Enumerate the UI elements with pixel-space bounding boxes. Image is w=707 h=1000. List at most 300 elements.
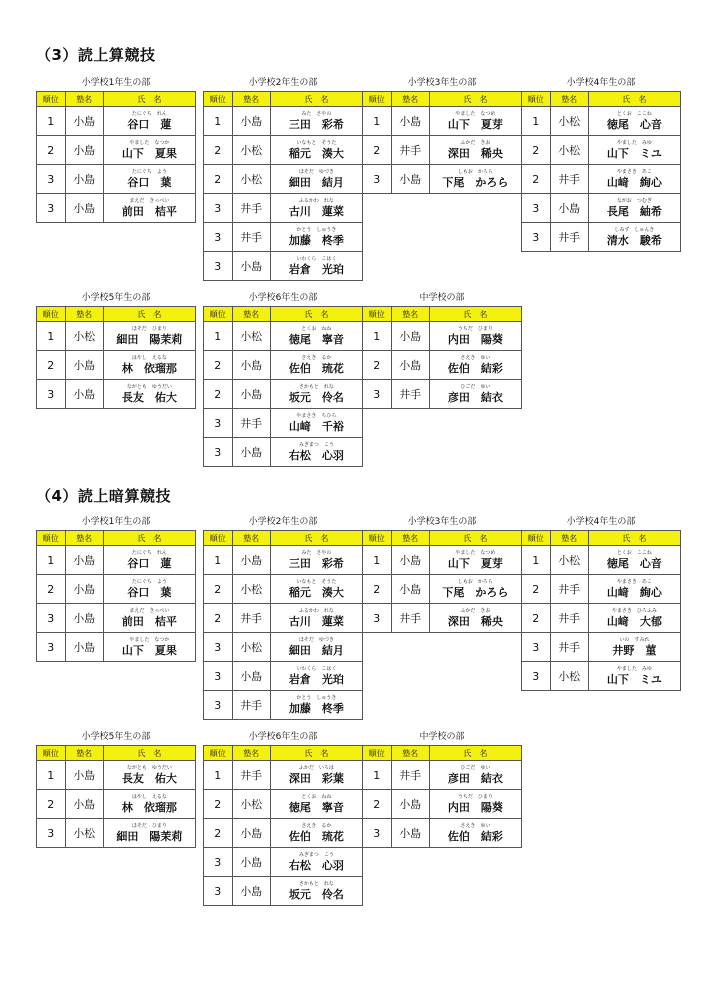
- table-row: [37, 107, 196, 136]
- student-name: 佐伯 琉花: [288, 829, 344, 843]
- furigana: さえき るか: [301, 354, 332, 361]
- table-row: [522, 107, 681, 136]
- rank-cell: 3: [363, 604, 392, 633]
- student-name: 三田 彩希: [288, 556, 344, 570]
- name-cell: [103, 165, 195, 194]
- furigana: ほそだ ゆづき: [298, 636, 334, 643]
- furigana: やました みゆ: [616, 665, 652, 672]
- name-cell: [270, 351, 362, 380]
- rank-cell: 2: [37, 790, 66, 819]
- header-rank: 順位: [363, 531, 392, 546]
- furigana: いなもと そうた: [296, 578, 337, 585]
- rank-cell: 3: [363, 165, 392, 194]
- name-cell: [588, 136, 680, 165]
- name-cell: [588, 604, 680, 633]
- table-row: [37, 633, 196, 662]
- name-cell: [588, 107, 680, 136]
- juku-cell: 小島: [65, 107, 103, 136]
- name-cell: [103, 633, 195, 662]
- juku-cell: 井手: [232, 761, 270, 790]
- student-name: 林 依瑠那: [121, 800, 177, 814]
- table-row: [37, 380, 196, 409]
- header-name: 氏 名: [103, 746, 195, 761]
- name-cell: [588, 194, 680, 223]
- juku-cell: 井手: [550, 604, 588, 633]
- student-name: 加藤 柊季: [288, 701, 344, 715]
- table-row: [522, 165, 681, 194]
- rank-cell: 2: [363, 790, 392, 819]
- result-block: [203, 77, 363, 281]
- name-cell: [429, 790, 521, 819]
- rank-cell: 1: [363, 546, 392, 575]
- header-rank: 順位: [522, 92, 551, 107]
- rank-cell: 3: [204, 848, 233, 877]
- name-cell: [270, 633, 362, 662]
- name-cell: [270, 604, 362, 633]
- student-name: 谷口 蓮: [127, 117, 172, 131]
- juku-cell: 小松: [232, 322, 270, 351]
- student-name: 山﨑 千裕: [288, 419, 344, 433]
- table-row: [204, 604, 363, 633]
- student-name: 佐伯 琉花: [288, 361, 344, 375]
- name-cell: [103, 136, 195, 165]
- category-title: 小学校2年生の部: [248, 517, 318, 527]
- header-rank: 順位: [204, 92, 233, 107]
- student-name: 山﨑 大郁: [606, 614, 662, 628]
- table-row: [204, 819, 363, 848]
- rank-cell: 3: [363, 819, 392, 848]
- rank-cell: 1: [204, 761, 233, 790]
- category-title: 小学校6年生の部: [248, 732, 318, 742]
- header-rank: 順位: [37, 307, 66, 322]
- rank-cell: 1: [37, 546, 66, 575]
- table-row: [37, 790, 196, 819]
- name-cell: [270, 322, 362, 351]
- name-cell: [588, 575, 680, 604]
- name-cell: [103, 322, 195, 351]
- rank-cell: 3: [204, 691, 233, 720]
- result-block: [36, 292, 196, 409]
- student-name: 山下 ミユ: [606, 672, 662, 686]
- furigana: ながとも ゆうだい: [126, 383, 172, 390]
- result-block: [362, 292, 522, 409]
- result-block: [521, 516, 681, 691]
- rank-cell: 2: [522, 575, 551, 604]
- student-name: 岩倉 光珀: [288, 262, 344, 276]
- furigana: ふるかわ れな: [298, 607, 334, 614]
- name-cell: [103, 546, 195, 575]
- category-title: 小学校3年生の部: [407, 78, 477, 88]
- table-row: [204, 691, 363, 720]
- table-row: [37, 546, 196, 575]
- juku-cell: 井手: [550, 165, 588, 194]
- student-name: 山下 夏果: [121, 643, 177, 657]
- rank-cell: 2: [363, 351, 392, 380]
- results-table: [36, 91, 196, 223]
- student-name: 前田 桔平: [121, 614, 177, 628]
- rank-cell: 3: [37, 604, 66, 633]
- result-block: [521, 77, 681, 252]
- juku-cell: 小島: [391, 165, 429, 194]
- student-name: 古川 蓮菜: [288, 614, 344, 628]
- rank-cell: 1: [363, 322, 392, 351]
- furigana: ほそだ ひまり: [131, 822, 167, 829]
- juku-cell: 小島: [65, 194, 103, 223]
- category-title: 中学校の部: [419, 732, 465, 742]
- furigana: ふかだ いろは: [298, 764, 334, 771]
- table-row: [37, 761, 196, 790]
- juku-cell: 井手: [550, 223, 588, 252]
- name-cell: [103, 107, 195, 136]
- name-cell: [270, 136, 362, 165]
- name-cell: [429, 107, 521, 136]
- student-name: 岩倉 光珀: [288, 672, 344, 686]
- furigana: いわくら こはく: [296, 255, 337, 262]
- student-name: 山﨑 絢心: [606, 585, 662, 599]
- rank-cell: 3: [204, 877, 233, 906]
- table-row: [204, 790, 363, 819]
- name-cell: [429, 575, 521, 604]
- header-rank: 順位: [204, 531, 233, 546]
- furigana: さかもと れな: [298, 383, 334, 390]
- rank-cell: 3: [204, 438, 233, 467]
- furigana: ふかだ きお: [460, 139, 491, 146]
- results-table: [521, 91, 681, 252]
- header-juku: 塾名: [232, 307, 270, 322]
- furigana: たにぐち れん: [131, 549, 167, 556]
- table-row: [522, 546, 681, 575]
- table-row: [204, 223, 363, 252]
- name-cell: [270, 252, 362, 281]
- furigana: みぎまつ こう: [298, 441, 334, 448]
- student-name: 山下 ミユ: [606, 146, 662, 160]
- furigana: たにぐち よう: [131, 578, 167, 585]
- student-name: 彦田 結衣: [447, 771, 503, 785]
- name-cell: [270, 575, 362, 604]
- name-cell: [103, 604, 195, 633]
- rank-cell: 3: [37, 380, 66, 409]
- furigana: やました なつか: [129, 139, 170, 146]
- juku-cell: 小島: [232, 380, 270, 409]
- table-row: [37, 604, 196, 633]
- student-name: 清水 駿希: [606, 233, 662, 247]
- furigana: とくお ねね: [301, 325, 332, 332]
- results-table: [36, 530, 196, 662]
- juku-cell: 小島: [391, 575, 429, 604]
- table-row: [37, 575, 196, 604]
- juku-cell: 小島: [391, 351, 429, 380]
- juku-cell: 小島: [391, 819, 429, 848]
- rank-cell: 3: [37, 165, 66, 194]
- juku-cell: 小島: [391, 546, 429, 575]
- rank-cell: 1: [37, 107, 66, 136]
- name-cell: [103, 819, 195, 848]
- student-name: 長尾 紬希: [606, 204, 662, 218]
- name-cell: [270, 409, 362, 438]
- furigana: みぎまつ こう: [298, 851, 334, 858]
- student-name: 細田 陽茉莉: [116, 829, 183, 843]
- juku-cell: 小島: [65, 604, 103, 633]
- furigana: ながお つむぎ: [616, 197, 652, 204]
- header-name: 氏 名: [588, 531, 680, 546]
- table-row: [522, 223, 681, 252]
- rank-cell: 2: [204, 136, 233, 165]
- student-name: 坂元 伶名: [288, 887, 344, 901]
- category-title: 小学校1年生の部: [81, 517, 151, 527]
- juku-cell: 小島: [232, 819, 270, 848]
- student-name: 坂元 伶名: [288, 390, 344, 404]
- rank-cell: 2: [37, 351, 66, 380]
- header-name: 氏 名: [103, 531, 195, 546]
- table-row: [204, 194, 363, 223]
- table-row: [37, 165, 196, 194]
- header-rank: 順位: [204, 307, 233, 322]
- rank-cell: 3: [522, 223, 551, 252]
- rank-cell: 2: [522, 165, 551, 194]
- juku-cell: 井手: [232, 223, 270, 252]
- result-block: [203, 516, 363, 720]
- furigana: さえき るか: [301, 822, 332, 829]
- rank-cell: 2: [204, 790, 233, 819]
- table-row: [204, 761, 363, 790]
- student-name: 細田 結月: [288, 643, 344, 657]
- student-name: 佐伯 結彩: [447, 361, 503, 375]
- table-row: [363, 604, 522, 633]
- result-block: [203, 292, 363, 467]
- result-block: [36, 77, 196, 223]
- rank-cell: 2: [37, 136, 66, 165]
- furigana: ひごだ ゆい: [460, 764, 491, 771]
- student-name: 稲元 湊大: [288, 146, 344, 160]
- name-cell: [429, 761, 521, 790]
- table-row: [204, 633, 363, 662]
- student-name: 谷口 葉: [127, 175, 172, 189]
- header-name: 氏 名: [103, 307, 195, 322]
- student-name: 下尾 かろら: [442, 175, 509, 189]
- juku-cell: 小松: [65, 322, 103, 351]
- furigana: いの すみれ: [619, 636, 650, 643]
- name-cell: [429, 322, 521, 351]
- header-name: 氏 名: [270, 92, 362, 107]
- table-row: [37, 351, 196, 380]
- furigana: ふかだ きお: [460, 607, 491, 614]
- juku-cell: 井手: [550, 575, 588, 604]
- rank-cell: 1: [522, 546, 551, 575]
- table-row: [204, 380, 363, 409]
- results-table: [36, 745, 196, 848]
- name-cell: [103, 380, 195, 409]
- name-cell: [270, 107, 362, 136]
- furigana: やまさき ちひろ: [296, 412, 337, 419]
- rank-cell: 3: [204, 662, 233, 691]
- table-row: [522, 194, 681, 223]
- result-block: [362, 731, 522, 848]
- student-name: 深田 彩葉: [288, 771, 344, 785]
- name-cell: [429, 546, 521, 575]
- juku-cell: 井手: [391, 761, 429, 790]
- juku-cell: 小島: [232, 662, 270, 691]
- juku-cell: 小島: [65, 546, 103, 575]
- table-row: [204, 322, 363, 351]
- table-row: [204, 351, 363, 380]
- rank-cell: 2: [204, 351, 233, 380]
- category-title: 小学校6年生の部: [248, 293, 318, 303]
- furigana: まえだ きっぺい: [129, 607, 170, 614]
- furigana: かとう しゅうき: [296, 226, 337, 233]
- name-cell: [429, 604, 521, 633]
- rank-cell: 1: [37, 322, 66, 351]
- header-juku: 塾名: [232, 746, 270, 761]
- table-row: [522, 604, 681, 633]
- rank-cell: 3: [204, 633, 233, 662]
- name-cell: [270, 438, 362, 467]
- name-cell: [103, 761, 195, 790]
- student-name: 長友 佑大: [121, 390, 177, 404]
- rank-cell: 2: [37, 575, 66, 604]
- header-name: 氏 名: [429, 92, 521, 107]
- student-name: 徳尾 心音: [606, 117, 662, 131]
- category-title: 小学校4年生の部: [566, 517, 636, 527]
- juku-cell: 小島: [550, 194, 588, 223]
- furigana: とくお ねね: [301, 793, 332, 800]
- juku-cell: 小島: [65, 136, 103, 165]
- juku-cell: 小島: [232, 252, 270, 281]
- header-juku: 塾名: [65, 92, 103, 107]
- rank-cell: 1: [522, 107, 551, 136]
- table-row: [522, 662, 681, 691]
- table-row: [363, 790, 522, 819]
- juku-cell: 小松: [232, 136, 270, 165]
- name-cell: [103, 575, 195, 604]
- juku-cell: 小松: [232, 633, 270, 662]
- table-row: [363, 575, 522, 604]
- rank-cell: 3: [522, 662, 551, 691]
- header-name: 氏 名: [270, 531, 362, 546]
- student-name: 細田 陽茉莉: [116, 332, 183, 346]
- student-name: 稲元 湊大: [288, 585, 344, 599]
- table-row: [363, 819, 522, 848]
- table-row: [204, 409, 363, 438]
- rank-cell: 1: [37, 761, 66, 790]
- student-name: 右松 心羽: [288, 448, 344, 462]
- rank-cell: 2: [204, 604, 233, 633]
- juku-cell: 井手: [391, 604, 429, 633]
- furigana: しもお かろら: [457, 168, 493, 175]
- name-cell: [270, 848, 362, 877]
- table-row: [522, 575, 681, 604]
- results-table: [362, 91, 522, 194]
- furigana: しもお かろら: [457, 578, 493, 585]
- rank-cell: 1: [363, 761, 392, 790]
- furigana: はやし えるな: [131, 354, 167, 361]
- juku-cell: 小松: [232, 165, 270, 194]
- student-name: 徳尾 心音: [606, 556, 662, 570]
- student-name: 林 依瑠那: [121, 361, 177, 375]
- furigana: ながとも ゆうだい: [126, 764, 172, 771]
- juku-cell: 小島: [391, 107, 429, 136]
- furigana: さえき ゆい: [460, 822, 491, 829]
- student-name: 深田 稀央: [447, 146, 503, 160]
- table-row: [363, 761, 522, 790]
- student-name: 長友 佑大: [121, 771, 177, 785]
- rank-cell: 2: [204, 819, 233, 848]
- rank-cell: 1: [363, 107, 392, 136]
- furigana: ふるかわ れな: [298, 197, 334, 204]
- student-name: 彦田 結衣: [447, 390, 503, 404]
- student-name: 古川 蓮菜: [288, 204, 344, 218]
- furigana: さえき ゆい: [460, 354, 491, 361]
- rank-cell: 2: [522, 136, 551, 165]
- name-cell: [270, 165, 362, 194]
- juku-cell: 小島: [65, 761, 103, 790]
- category-title: 小学校2年生の部: [248, 78, 318, 88]
- juku-cell: 小島: [232, 438, 270, 467]
- header-juku: 塾名: [391, 746, 429, 761]
- juku-cell: 井手: [232, 604, 270, 633]
- student-name: 徳尾 寧音: [288, 332, 344, 346]
- furigana: とくお ここね: [616, 110, 652, 117]
- furigana: やました みゆ: [616, 139, 652, 146]
- category-title: 小学校1年生の部: [81, 78, 151, 88]
- rank-cell: 3: [37, 194, 66, 223]
- header-name: 氏 名: [588, 92, 680, 107]
- rank-cell: 3: [522, 194, 551, 223]
- juku-cell: 小松: [232, 575, 270, 604]
- section-title-yomiage-anzan: （4）読上暗算競技: [36, 487, 171, 505]
- table-row: [363, 322, 522, 351]
- table-row: [204, 165, 363, 194]
- table-row: [204, 107, 363, 136]
- name-cell: [270, 790, 362, 819]
- furigana: やまさき あこ: [616, 578, 652, 585]
- name-cell: [588, 223, 680, 252]
- juku-cell: 小島: [65, 790, 103, 819]
- header-rank: 順位: [37, 746, 66, 761]
- table-row: [37, 322, 196, 351]
- table-row: [204, 252, 363, 281]
- name-cell: [270, 761, 362, 790]
- name-cell: [588, 662, 680, 691]
- name-cell: [588, 546, 680, 575]
- results-table: [521, 530, 681, 691]
- rank-cell: 2: [363, 575, 392, 604]
- header-juku: 塾名: [232, 531, 270, 546]
- furigana: ひごだ ゆい: [460, 383, 491, 390]
- student-name: 深田 稀央: [447, 614, 503, 628]
- furigana: やました なつか: [129, 636, 170, 643]
- juku-cell: 小島: [65, 165, 103, 194]
- result-block: [362, 516, 522, 633]
- student-name: 徳尾 寧音: [288, 800, 344, 814]
- juku-cell: 井手: [232, 194, 270, 223]
- header-juku: 塾名: [232, 92, 270, 107]
- furigana: しみず しゅんき: [614, 226, 655, 233]
- header-juku: 塾名: [391, 307, 429, 322]
- header-rank: 順位: [363, 746, 392, 761]
- student-name: 下尾 かろら: [442, 585, 509, 599]
- header-juku: 塾名: [65, 307, 103, 322]
- rank-cell: 1: [204, 546, 233, 575]
- table-row: [204, 575, 363, 604]
- results-table: [203, 530, 363, 720]
- juku-cell: 小島: [65, 380, 103, 409]
- juku-cell: 井手: [550, 633, 588, 662]
- result-block: [203, 731, 363, 906]
- student-name: 井野 菫: [612, 643, 657, 657]
- name-cell: [270, 194, 362, 223]
- table-row: [363, 351, 522, 380]
- results-table: [36, 306, 196, 409]
